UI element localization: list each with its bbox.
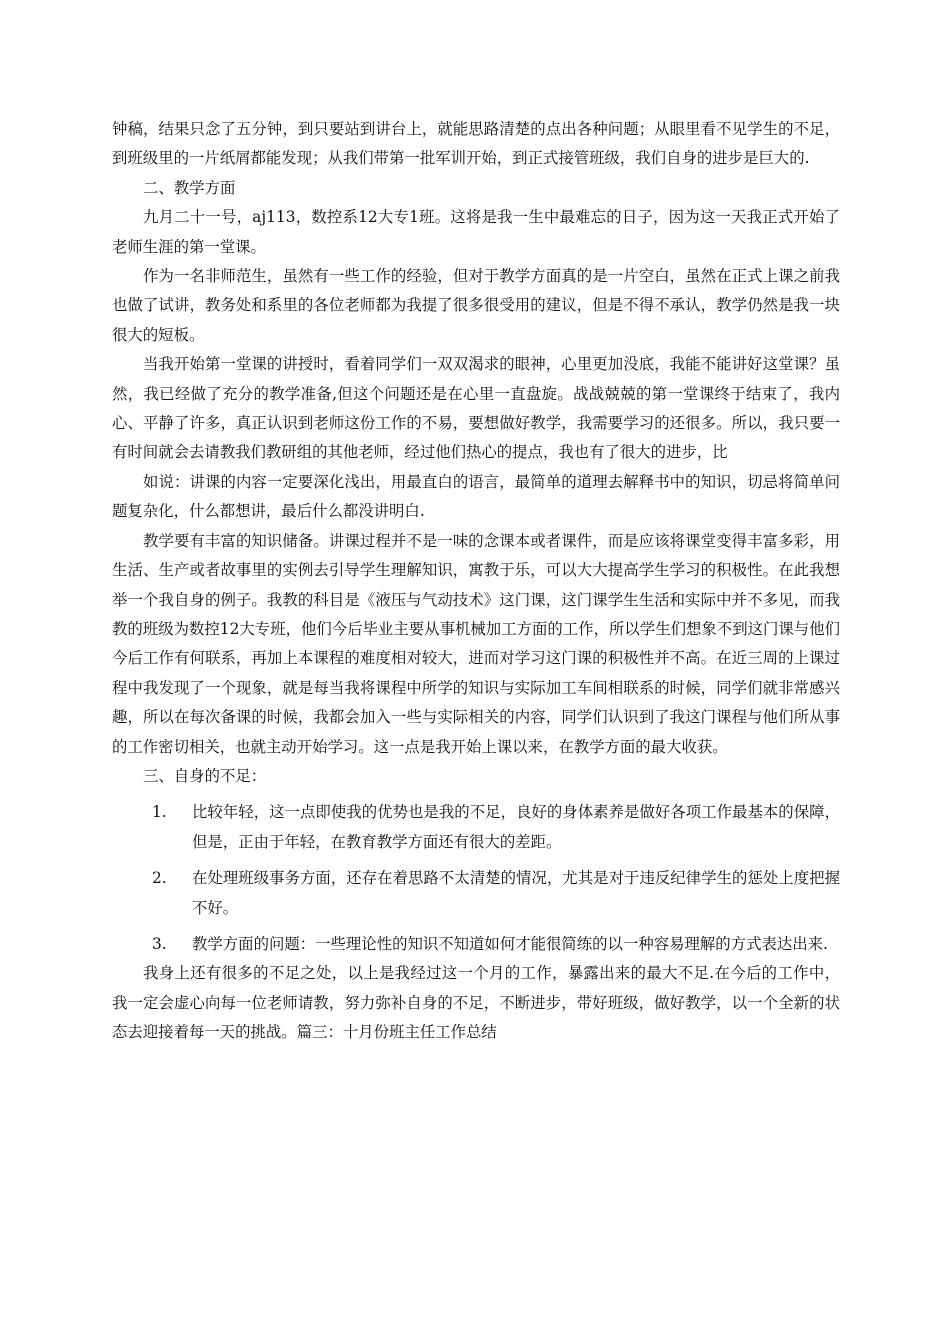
list-text: 比较年轻，这一点即使我的优势也是我的不足，良好的身体素养是做好各项工作最基本的保障，但是，正由于年轻，在教育教学方面还有很大的差距。 bbox=[192, 803, 840, 851]
paragraph: 作为一名非师范生，虽然有一些工作的经验，但对于教学方面真的是一片空白，虽然在正式上课之前我也做了试讲，教务处和系里的各位老师都为我提了很多很受用的建议，但是不得不承认，教学仍然是我一块很大的短板。 bbox=[112, 267, 840, 344]
paragraph: 钟稿，结果只念了五分钟，到只要站到讲台上，就能思路清楚的点出各种问题；从眼里看不见学生的不足，到班级里的一片纸屑都能发现；从我们带第一批军训开始，到正式接管班级，我们自身的进步是巨大的. bbox=[112, 120, 840, 168]
list-text: 在处理班级事务方面，还存在着思路不太清楚的情况，尤其是对于违反纪律学生的惩处上度把握不好。 bbox=[192, 869, 840, 917]
closing-paragraph: 我身上还有很多的不足之处，以上是我经过这一个月的工作，暴露出来的最大不足.在今后的工作中，我一定会虚心向每一位老师请教，努力弥补自身的不足，不断进步，带好班级，做好教学，以一个全新的状态去迎接着每一天的挑战。篇三：十月份班主任工作总结 bbox=[112, 964, 840, 1042]
list-text: 教学方面的问题：一些理论性的知识不知道如何才能很简练的以一种容易理解的方式表达出来. bbox=[192, 934, 828, 953]
paragraph: 当我开始第一堂课的讲授时，看着同学们一双双渴求的眼神，心里更加没底，我能不能讲好这堂课？虽然，我已经做了充分的教学准备,但这个问题还是在心里一直盘旋。战战兢兢的第一堂课终于结束了，我内心、平静了许多，真正认识到老师这份工作的不易，要想做好教学，我需要学习的还很多。所以，我只要一有时间就会去请教我们教研组的其他老师，经过他们热心的提点，我也有了很大的进步，比 bbox=[112, 355, 840, 462]
section-heading: 三、自身的不足： bbox=[143, 766, 267, 785]
list-number: 1. bbox=[152, 803, 167, 822]
list-item bbox=[112, 930, 840, 959]
list-item bbox=[112, 798, 840, 857]
paragraph: 如说：讲课的内容一定要深化浅出，用最直白的语言，最简单的道理去解释书中的知识，切忌将简单问题复杂化，什么都想讲，最后什么都没讲明白. bbox=[112, 472, 840, 521]
paragraph: 教学要有丰富的知识储备。讲课过程并不是一味的念课本或者课件，而是应该将课堂变得丰富多彩，用生活、生产或者故事里的实例去引导学生理解知识，寓教于乐，可以大大提高学生学习的积极性。在此我想举一个我自身的例子。我教的科目是《液压与气动技术》这门课，这门课学生生活和实际中并不多见，而我教的班级为数控12大专班，他们今后毕业主要从事机械加工方面的工作，所以学生们想象不到这门课与他们今后工作有何联系，再加上本课程的难度相对较大，进而对学习这门课的积极性并不高。在近三周的上课过程中我发现了一个现象，就是每当我将课程中所学的知识与实际加工车间相联系的时候，同学们就非常感兴趣，所以在每次备课的时候，我都会加入一些与实际相关的内容，同学们认识到了我这门课程与他们所从事的工作密切相关，也就主动开始学习。这一点是我开始上课以来，在教学方面的最大收获。 bbox=[112, 531, 840, 756]
list-number: 2. bbox=[152, 869, 167, 888]
section-heading: 二、教学方面 bbox=[143, 178, 236, 197]
list-number: 3. bbox=[152, 934, 167, 953]
document-body bbox=[112, 115, 840, 1048]
paragraph: 九月二十一号，aj113，数控系12大专1班。这将是我一生中最难忘的日子，因为这一天我正式开始了老师生涯的第一堂课。 bbox=[112, 208, 840, 256]
list-item bbox=[112, 864, 840, 923]
